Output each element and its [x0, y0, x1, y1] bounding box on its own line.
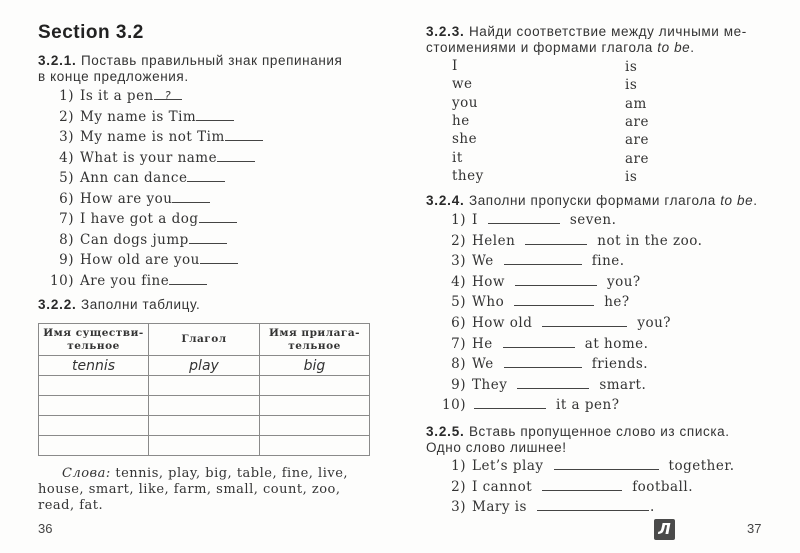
answer-blank[interactable]	[514, 293, 594, 306]
sentence-text: My name is Tim	[80, 108, 197, 125]
table-row	[39, 376, 370, 396]
sentence-text: you?	[606, 273, 641, 290]
table-cell[interactable]	[260, 416, 370, 436]
table-cell[interactable]	[39, 436, 149, 456]
task-number: 3.2.5.	[426, 424, 465, 439]
item-number: 2)	[451, 478, 466, 495]
answer-blank[interactable]	[199, 210, 237, 223]
sentence-text: Can dogs jump	[80, 231, 189, 248]
fill-in-item	[440, 355, 648, 373]
fill-in-item	[440, 498, 655, 516]
sentence-text: Are you fine	[80, 272, 170, 289]
task-number: 3.2.4.	[426, 193, 465, 208]
sentence-text: Mary is	[472, 499, 527, 516]
task-3-2-3-instruction	[426, 24, 747, 56]
sentence-text: How are you	[80, 190, 173, 207]
item-number: 1)	[451, 458, 466, 474]
sentence-text: fine.	[591, 253, 625, 270]
table-cell[interactable]	[39, 396, 149, 416]
sentence-text: I cannot	[472, 478, 533, 495]
page-number-left: 36	[38, 521, 53, 536]
task-3-2-2-instruction	[38, 297, 200, 313]
instruction-text: Одно слово лишнее!	[426, 440, 567, 455]
instruction-text: стоимениями и формами глагола	[426, 40, 658, 55]
verb-form[interactable]: is	[625, 77, 638, 94]
sentence-text: Ann can dance	[80, 170, 188, 186]
answer-blank[interactable]	[504, 252, 582, 265]
answer-blank[interactable]	[217, 149, 255, 162]
item-number: 3)	[451, 499, 466, 516]
item-number: 10)	[442, 397, 466, 414]
item-number: 5)	[59, 170, 74, 186]
task-number: 3.2.1.	[38, 53, 77, 68]
sentence-item	[48, 128, 265, 146]
sentence-text: What is your name	[80, 149, 218, 166]
sentence-text: I	[472, 212, 478, 228]
answer-blank[interactable]	[525, 232, 587, 245]
table-cell[interactable]	[39, 376, 149, 396]
verb-form[interactable]: is	[625, 168, 638, 185]
answer-blank[interactable]	[169, 272, 207, 285]
word-list-line: house, smart, like, farm, small, count, zoo,	[38, 482, 341, 497]
table-header-adjective: Имя прилага- тельное	[260, 324, 370, 356]
task-3-2-4-instruction	[426, 193, 758, 209]
fill-in-item	[440, 457, 735, 475]
word-list-label: Слова:	[62, 466, 111, 481]
instruction-text: Поставь правильный знак препинания	[80, 53, 343, 68]
sentence-text: Let’s play	[472, 458, 544, 474]
item-number: 3)	[59, 129, 74, 145]
answer-blank[interactable]	[504, 355, 582, 368]
instruction-text: .	[690, 40, 695, 55]
instruction-text: .	[753, 193, 758, 208]
table-cell[interactable]	[260, 396, 370, 416]
sentence-item	[48, 231, 229, 249]
answer-blank[interactable]	[537, 498, 649, 511]
page-number-right: 37	[747, 521, 762, 536]
sentence-text: How old	[472, 315, 533, 331]
pronoun[interactable]: I	[452, 58, 458, 74]
task-3-2-1-instruction	[38, 53, 342, 85]
answer-blank[interactable]	[154, 87, 182, 103]
table-row	[39, 436, 370, 456]
table-cell[interactable]	[149, 396, 260, 416]
sentence-item	[48, 108, 236, 126]
word-list-line: read, fat.	[38, 498, 104, 513]
sentence-text: you?	[637, 315, 672, 331]
instruction-emphasis: to be	[720, 193, 754, 208]
table-cell[interactable]: big	[260, 356, 370, 376]
instruction-text: Заполни пропуски формами глагола	[468, 193, 721, 208]
verb-form[interactable]: are	[625, 132, 649, 149]
sentence-text: Who	[472, 294, 505, 311]
sentence-text: How	[472, 273, 505, 290]
sentence-item	[48, 272, 209, 290]
answer-blank[interactable]	[515, 273, 597, 286]
item-number: 4)	[451, 273, 466, 290]
table-row	[39, 416, 370, 436]
answer-blank[interactable]	[187, 169, 225, 182]
verb-form[interactable]: are	[625, 113, 649, 130]
answer-blank[interactable]	[474, 396, 546, 409]
table-cell[interactable]	[149, 436, 260, 456]
fill-in-item	[440, 273, 641, 291]
table-cell[interactable]	[149, 416, 260, 436]
item-number: 2)	[59, 108, 74, 125]
handwritten-answer: ?	[164, 89, 172, 103]
word-list-line: tennis, play, big, table, fine, live,	[115, 466, 349, 481]
item-number: 5)	[451, 294, 466, 311]
publisher-logo: Л	[654, 519, 675, 540]
pronoun[interactable]: he	[452, 112, 470, 129]
item-number: 7)	[59, 211, 74, 227]
answer-blank[interactable]	[196, 108, 234, 121]
item-number: 2)	[451, 232, 466, 249]
answer-blank[interactable]	[189, 231, 227, 244]
instruction-text: Заполни таблицу.	[80, 297, 201, 312]
sentence-text: friends.	[591, 356, 649, 373]
sentence-text: Is it a pen	[80, 88, 154, 104]
answer-blank[interactable]	[517, 376, 589, 389]
fill-in-item	[440, 376, 646, 394]
task-3-2-5-instruction	[426, 424, 730, 456]
table-cell[interactable]: play	[149, 356, 260, 376]
sentence-text: smart.	[599, 376, 647, 393]
word-list	[62, 466, 348, 482]
answer-blank[interactable]	[200, 251, 238, 264]
sentence-text: football.	[632, 478, 693, 495]
table-cell[interactable]	[260, 436, 370, 456]
answer-blank[interactable]	[503, 335, 575, 348]
answer-blank[interactable]	[542, 478, 622, 491]
sentence-text: We	[472, 356, 494, 373]
fill-in-item	[440, 396, 619, 414]
table-cell[interactable]: tennis	[39, 356, 149, 376]
item-number: 9)	[451, 376, 466, 393]
sentence-text: .	[650, 499, 655, 516]
sentence-item	[48, 149, 257, 167]
fill-in-item	[440, 232, 702, 250]
sentence-text: seven.	[569, 212, 617, 228]
sentence-text: it a pen?	[556, 397, 620, 414]
item-number: 1)	[451, 212, 466, 228]
task-number: 3.2.3.	[426, 24, 465, 39]
item-number: 1)	[59, 88, 74, 104]
table-header-noun: Имя существи- тельное	[39, 324, 149, 356]
sentence-text: We	[472, 253, 494, 270]
fill-in-item	[440, 252, 625, 270]
table-row	[39, 356, 370, 376]
sentence-text: not in the zoo.	[597, 232, 703, 249]
table-row	[39, 396, 370, 416]
item-number: 6)	[59, 190, 74, 207]
pronoun[interactable]: she	[452, 131, 478, 148]
sentence-item	[48, 251, 240, 269]
sentence-text: he?	[604, 294, 630, 311]
sentence-text: He	[472, 335, 493, 352]
answer-blank[interactable]	[488, 211, 560, 224]
answer-blank[interactable]	[225, 128, 263, 141]
item-number: 7)	[451, 335, 466, 352]
item-number: 8)	[451, 356, 466, 373]
pronoun[interactable]: we	[452, 76, 473, 93]
pronoun[interactable]: they	[452, 167, 484, 184]
table-cell[interactable]	[149, 376, 260, 396]
sentence-item	[48, 87, 184, 105]
item-number: 8)	[59, 231, 74, 248]
sentence-text: How old are you	[80, 252, 200, 268]
sentence-text: My name is not Tim	[80, 129, 225, 145]
fill-in-item	[440, 211, 616, 229]
sentence-text: together.	[668, 458, 735, 474]
section-title: Section 3.2	[38, 22, 144, 43]
sentence-text: Helen	[472, 232, 516, 249]
sentence-item	[48, 169, 227, 187]
answer-blank[interactable]	[172, 190, 210, 203]
sentence-text: I have got a dog	[80, 211, 199, 227]
answer-blank[interactable]	[554, 457, 659, 470]
pronoun[interactable]: it	[452, 149, 463, 166]
verb-form[interactable]: are	[625, 150, 649, 167]
item-number: 4)	[59, 149, 74, 166]
pronoun[interactable]: you	[452, 94, 478, 111]
word-table	[38, 323, 370, 456]
fill-in-item	[440, 478, 693, 496]
verb-form[interactable]: am	[625, 95, 647, 112]
sentence-item	[48, 190, 212, 208]
item-number: 10)	[50, 272, 74, 289]
table-cell[interactable]	[260, 376, 370, 396]
instruction-text: в конце предложения.	[38, 69, 189, 84]
answer-blank[interactable]	[542, 314, 627, 327]
fill-in-item	[440, 335, 648, 353]
fill-in-item	[440, 293, 630, 311]
table-cell[interactable]	[39, 416, 149, 436]
verb-form[interactable]: is	[625, 59, 638, 75]
sentence-item	[48, 210, 239, 228]
table-header-verb: Глагол	[149, 324, 260, 356]
instruction-emphasis: to be	[657, 40, 691, 55]
sentence-text: at home.	[584, 335, 649, 352]
item-number: 6)	[451, 315, 466, 331]
task-number: 3.2.2.	[38, 297, 77, 312]
instruction-text: Вставь пропущенное слово из списка.	[468, 424, 730, 439]
item-number: 9)	[59, 252, 74, 268]
sentence-text: They	[472, 376, 508, 393]
item-number: 3)	[451, 253, 466, 270]
instruction-text: Найди соответствие между личными ме-	[468, 24, 747, 39]
fill-in-item	[440, 314, 671, 332]
